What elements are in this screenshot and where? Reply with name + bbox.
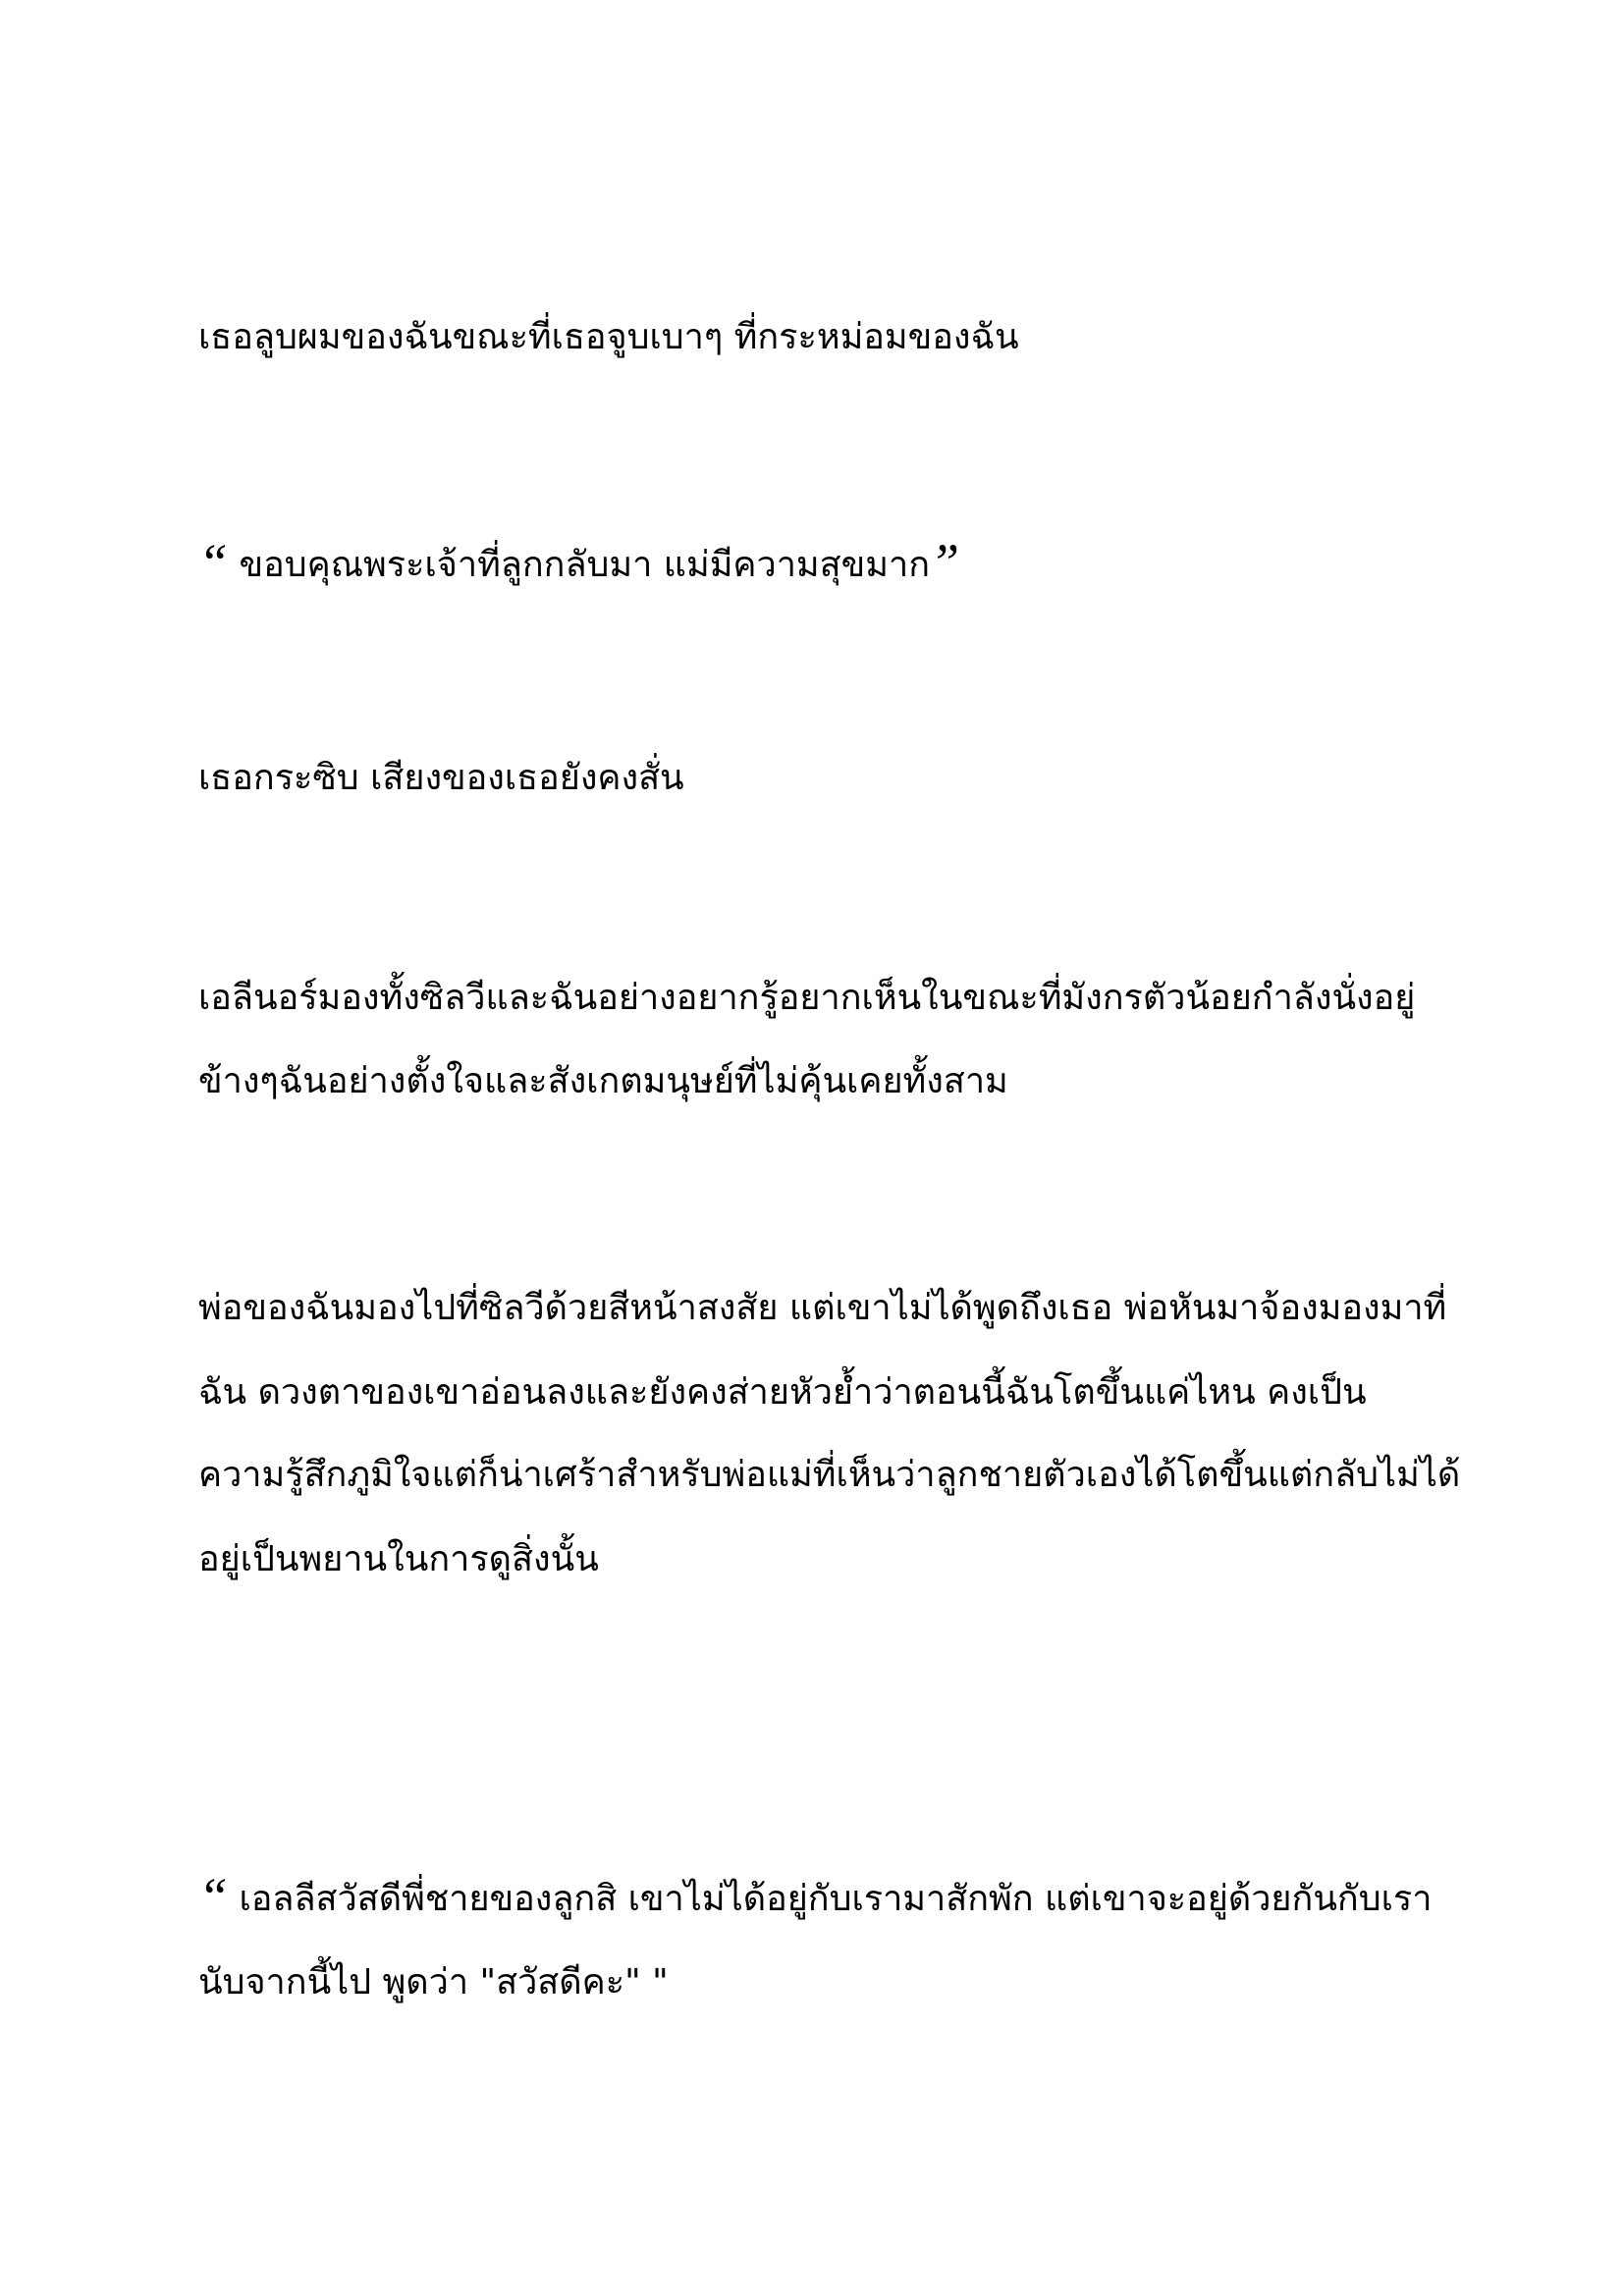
paragraph-6-line-2: นับจากนี้ไป พูดว่า "สวัสดีคะ" " xyxy=(198,1962,669,2002)
paragraph-5-line-2: ฉัน ดวงตาของเขาอ่อนลงและยังคงส่ายหัวย้ำว่าตอนนี้ฉันโตขึ้นแค่ไหน คงเป็น xyxy=(198,1372,1367,1413)
paragraph-5-line-1: พ่อของฉันมองไปที่ซิลวีด้วยสีหน้าสงสัย แต่เขาไม่ได้พูดถึงเธอ พ่อหันมาจ้องมองมาที่ xyxy=(198,1288,1447,1328)
paragraph-3-line-1: เธอกระซิบ เสียงของเธอยังคงสั่น xyxy=(198,758,684,798)
paragraph-6-line-1 xyxy=(198,1867,1435,1929)
quote-text: ขอบคุณพระเจ้าที่ลูกกลับมา แม่มีความสุขมาก xyxy=(228,545,930,585)
close-quote: ” xyxy=(929,533,960,592)
open-quote: “ xyxy=(198,533,229,592)
paragraph-4-line-2: ข้างๆฉันอย่างตั้งใจและสังเกตมนุษย์ที่ไม่คุ้นเคยทั้งสาม xyxy=(198,1061,1008,1101)
paragraph-2-line-1 xyxy=(198,533,1435,595)
paragraph-5-line-3: ความรู้สึกภูมิใจแต่ก็น่าเศร้าสำหรับพ่อแม่ที่เห็นว่าลูกชายตัวเองได้โตขึ้นแต่กลับไม่ได้ xyxy=(198,1455,1461,1495)
paragraph-5-line-4: อยู่เป็นพยานในการดูสิ่งนั้น xyxy=(198,1539,599,1579)
paragraph-1-line-1: เธอลูบผมของฉันขณะที่เธอจูบเบาๆ ที่กระหม่อมของฉัน xyxy=(198,317,1019,357)
paragraph-4-line-1: เอลีนอร์มองทั้งซิลวีและฉันอย่างอยากรู้อยากเห็นในขณะที่มังกรตัวน้อยกำลังนั่งอยู่ xyxy=(198,978,1416,1018)
quote-text: เอลลีสวัสดีพี่ชายของลูกสิ เขาไม่ได้อยู่กับเรามาสักพัก แต่เขาจะอยู่ด้วยกันกับเรา xyxy=(228,1879,1433,1919)
open-quote: “ xyxy=(198,1867,229,1926)
